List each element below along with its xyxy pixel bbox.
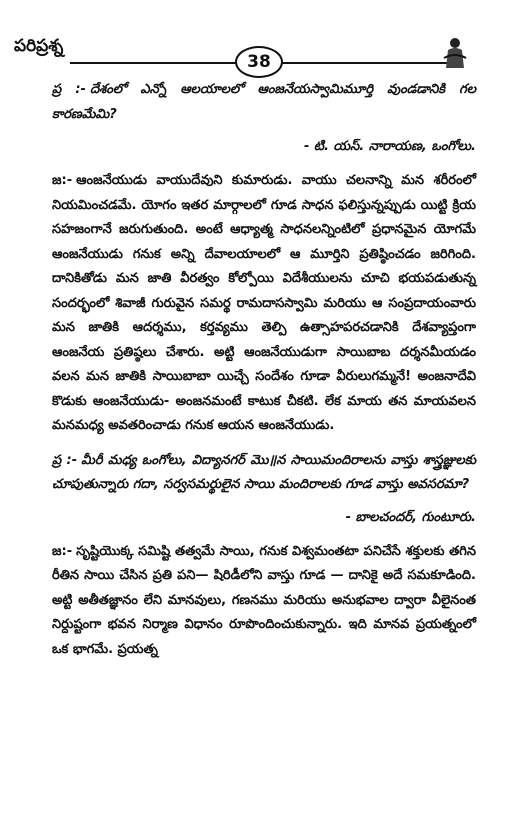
answer-1 [52,169,476,439]
attribution-1: - టి. యస్. నారాయణ, ఒంగోలు. [304,139,476,154]
answer-label: జ:- [52,543,73,559]
page-number: 38 [235,46,283,78]
question-label: ప్ర :- [52,452,78,468]
attribution-2: - బాలచందర్, గుంటూరు. [345,509,476,525]
running-title: పరిప్రశ్న [14,36,64,56]
answer-2 [52,540,476,663]
answer-label: జ:- [52,173,73,188]
question-2 [52,449,476,498]
question-text: దేశంలో ఎన్నో ఆలయాలలో ఆంజనేయస్వామిమూర్తి వుండడానికి గల కారణమేమి? [52,82,476,122]
question-1 [52,78,476,127]
answer-text: సృష్టియొక్క సమిష్టి తత్వమే సాయి, గనుక విశ్వమంతటా పనిచేసే శక్తులకు తగిన రీతిన సాయి చేసిన ప్రతి పని— షిరిడీలోని వాస్తు గూడ — దానికై అదే సమకూడింది. అట్టి అతీతజ్ఞానం లేని మానవులు, గణనము మరియు అనుభవాల ద్వారా వీలైనంత నిర్దుష్టంగా భవన నిర్మాణ విధానం రూపొందించుకున్నారు. ఇది మానవ ప్రయత్నంలో ఒక భాగమే. ప్రయత్న [52,543,476,657]
question-text: మీరీ మధ్య ఒంగోలు, విద్యానగర్ మొ॥న సాయిమందిరాలను వాస్తు శాస్త్రజ్ఞులకు చూపుతున్నారు గదా, సర్వసమర్థులైన సాయి మందిరాలకు గూడ వాస్తు అవసరమా? [52,452,476,492]
page-content [52,78,476,662]
question-label: ప్ర :- [52,82,86,97]
answer-text: ఆంజనేయుడు వాయుదేవుని కుమారుడు. వాయు చలనాన్ని మన శరీరంలో నియమించడమే. యోగం ఇతర మార్గాలలో గూడ సాధన ఫలిస్తున్నప్పుడు యిట్టి క్రియ సహజంగానే జరుగుతుంది. అంటే ఆధ్యాత్మ సాధనలన్నింటిలో ప్రధానమైన యోగమే ఆంజనేయుడు గనుక అన్ని దేవాలయాలలో ఆ మూర్తిని ప్రతిష్ఠించడం జరిగింది. దానికితోడు మన జాతి వీరత్వం కోల్పోయి విదేశీయులను చూచి భయపడుతున్న సందర్భంలో శివాజీ గురువైన సమర్థ రామదాసస్వామి మరియు ఆ సంప్రదాయంవారు మన జాతికి ఆదర్శము, కర్తవ్యము తెల్పి ఉత్సాహపరచడానికి దేశవ్యాప్తంగా ఆంజనేయ ప్రతిష్ఠలు చేశారు. అట్టి ఆంజనేయుడుగా సాయిబాబ దర్శనమీయడం వలన మన జాతికి సాయిబాబా యిచ్చే సందేశం గూడా వీరులుగమ్మనే! అంజనాదేవి కొడుకు ఆంజనేయుడు- అంజనమంటే కాటుక చీకటి. లేక మాయ తన మాయవలన మనమధ్య అవతరించాడు గనుక ఆయన ఆంజనేయుడు. [52,173,476,433]
ornament-icon [440,36,470,70]
page-header [0,0,520,80]
